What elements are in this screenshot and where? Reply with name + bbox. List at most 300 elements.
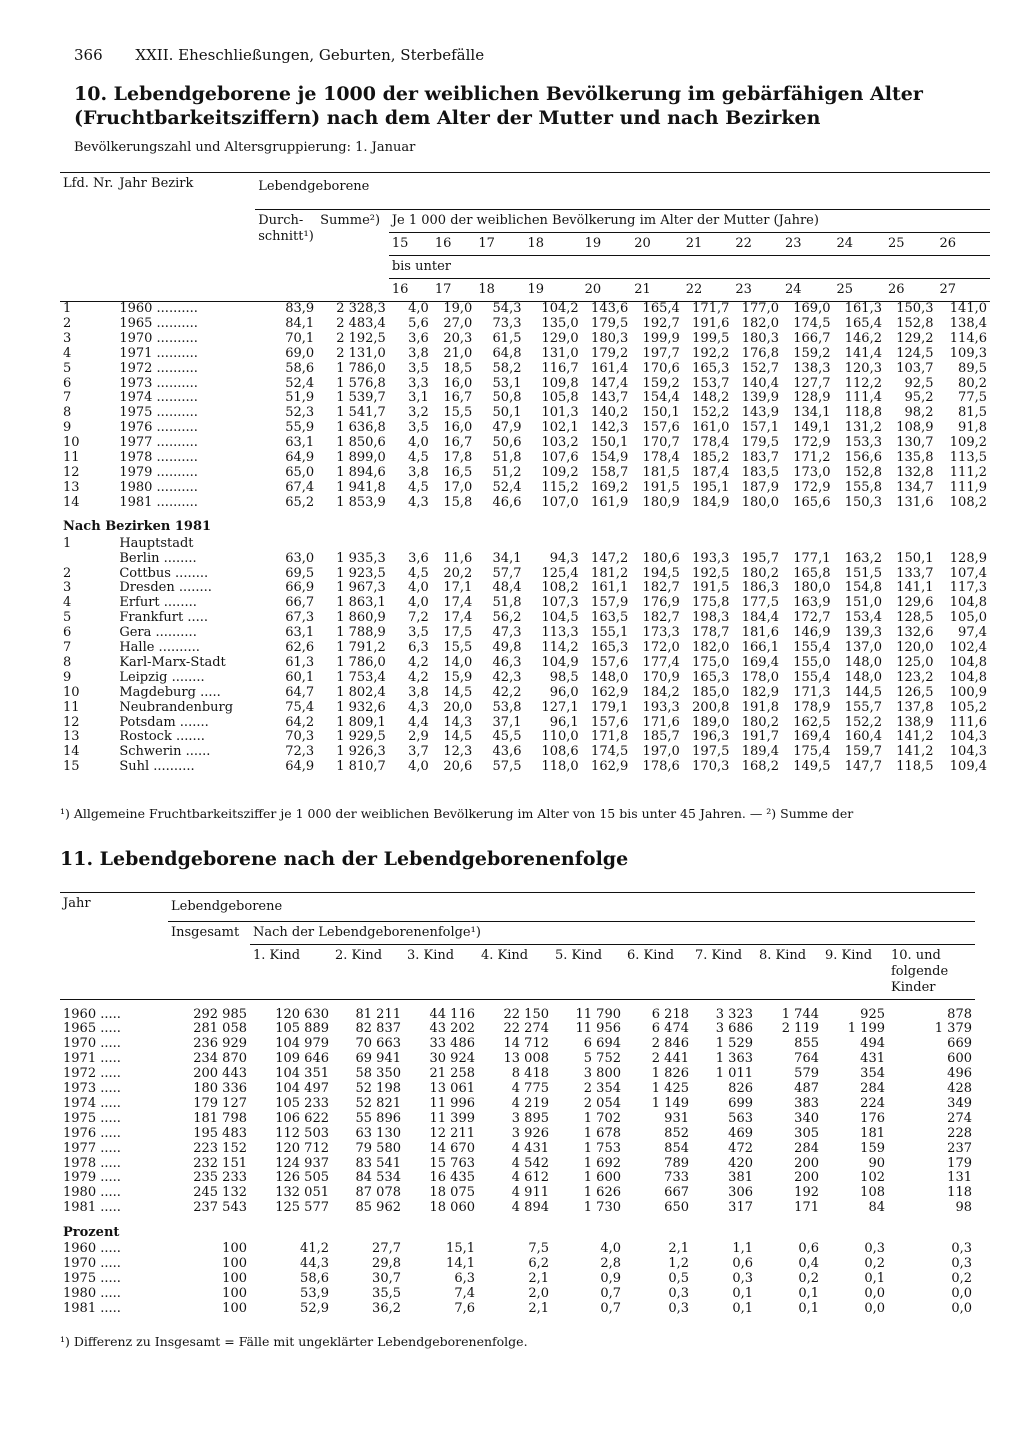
age-from-cell: 17 xyxy=(478,236,495,251)
data-cell: 97,4 xyxy=(958,625,987,641)
data-cell: 4,2 xyxy=(408,654,429,670)
data-cell: 170,6 xyxy=(642,360,680,376)
data-cell: 11 399 xyxy=(429,1110,475,1126)
data-cell: 55,9 xyxy=(285,420,315,436)
data-cell: 579 xyxy=(794,1066,819,1082)
data-cell: 182,0 xyxy=(692,640,730,656)
row-number: 8 xyxy=(63,405,72,421)
data-cell: 237 xyxy=(947,1140,972,1156)
data-cell: 148,0 xyxy=(844,654,882,670)
data-cell: 185,7 xyxy=(642,729,680,745)
data-cell: 3,5 xyxy=(408,360,429,376)
row-label: 1981 .......... xyxy=(119,494,198,510)
data-cell: 143,7 xyxy=(591,390,629,406)
data-cell: 178,0 xyxy=(741,669,779,685)
data-cell: 155,0 xyxy=(793,654,831,670)
row-number: 4 xyxy=(63,595,72,611)
data-cell: 113,5 xyxy=(949,450,987,466)
data-cell: 3 895 xyxy=(511,1110,549,1126)
page-header xyxy=(74,46,484,64)
row-label: 1975 ..... xyxy=(63,1110,121,1126)
data-cell: 41,2 xyxy=(300,1241,329,1257)
row-number: 7 xyxy=(63,640,72,656)
data-cell: 852 xyxy=(664,1125,689,1141)
data-cell: 3 323 xyxy=(715,1006,753,1022)
data-cell: 169,4 xyxy=(741,654,779,670)
data-cell: 21 258 xyxy=(429,1066,475,1082)
data-cell: 100,9 xyxy=(949,684,987,700)
row-label: 1971 ..... xyxy=(63,1051,121,1067)
data-cell: 44,3 xyxy=(300,1256,329,1272)
table-row xyxy=(60,1082,975,1097)
data-cell: 192,7 xyxy=(642,315,680,331)
data-cell: 2,1 xyxy=(528,1300,549,1316)
data-cell: 17,5 xyxy=(443,625,473,641)
data-cell: 472 xyxy=(728,1140,753,1156)
row-number: 2 xyxy=(63,565,72,581)
data-cell: 4 219 xyxy=(511,1095,549,1111)
age-to-cell: 18 xyxy=(478,282,495,297)
data-cell: 57,5 xyxy=(492,759,522,775)
data-cell: 11 996 xyxy=(429,1095,475,1111)
data-cell: 192,5 xyxy=(692,565,730,581)
data-cell: 52 821 xyxy=(355,1095,401,1111)
data-cell: 14,3 xyxy=(443,714,473,730)
table-row xyxy=(60,1142,975,1157)
data-cell: 57,7 xyxy=(492,565,522,581)
data-cell: 169,2 xyxy=(591,479,629,495)
row-label: 1960 ..... xyxy=(63,1006,121,1022)
data-cell: 185,2 xyxy=(692,450,730,466)
data-cell: 195 483 xyxy=(193,1125,247,1141)
data-cell: 383 xyxy=(794,1095,819,1111)
data-cell: 70,3 xyxy=(285,729,315,745)
data-cell: 733 xyxy=(664,1170,689,1186)
data-cell: 111,9 xyxy=(949,479,987,495)
data-cell: 8 418 xyxy=(511,1066,549,1082)
data-cell: 14 670 xyxy=(429,1140,475,1156)
data-cell: 381 xyxy=(728,1170,753,1186)
data-cell: 125 577 xyxy=(275,1200,329,1216)
data-cell: 150,1 xyxy=(896,550,934,566)
data-cell: 340 xyxy=(794,1110,819,1126)
data-cell: 46,6 xyxy=(492,494,522,510)
data-cell: 149,5 xyxy=(793,759,831,775)
data-cell: 132,8 xyxy=(896,464,934,480)
row-label: Schwerin ...... xyxy=(119,744,211,760)
data-cell: 1 809,1 xyxy=(336,714,386,730)
data-cell: 73,3 xyxy=(492,315,522,331)
data-cell: 11 956 xyxy=(575,1021,621,1037)
data-cell: 67,4 xyxy=(285,479,315,495)
data-cell: 1 539,7 xyxy=(336,390,386,406)
row-label: 1976 .......... xyxy=(119,420,198,436)
data-cell: 165,4 xyxy=(642,301,680,316)
row-label: Suhl .......... xyxy=(119,759,195,775)
data-cell: 19,0 xyxy=(443,301,473,316)
data-cell: 29,8 xyxy=(372,1256,401,1272)
data-cell: 106 622 xyxy=(275,1110,329,1126)
data-cell: 171,8 xyxy=(591,729,629,745)
data-cell: 20,2 xyxy=(443,565,473,581)
data-cell: 2 441 xyxy=(651,1051,689,1067)
data-cell: 69,0 xyxy=(285,345,315,361)
data-cell: 118,5 xyxy=(896,759,934,775)
age-from-cell: 23 xyxy=(784,236,802,251)
data-cell: 169,0 xyxy=(793,301,831,316)
data-cell: 150,1 xyxy=(642,405,680,421)
row-label: 1979 .......... xyxy=(119,464,198,480)
data-cell: 112,2 xyxy=(844,375,882,391)
data-cell: 113,3 xyxy=(541,625,579,641)
data-cell: 1 753,4 xyxy=(336,669,386,685)
data-cell: 0,9 xyxy=(600,1271,621,1286)
data-cell: 158,7 xyxy=(591,464,629,480)
data-cell: 67,3 xyxy=(285,610,315,626)
data-cell: 0,3 xyxy=(668,1285,689,1301)
data-cell: 104,5 xyxy=(541,610,579,626)
data-cell: 0,0 xyxy=(951,1300,972,1316)
data-cell: 0,1 xyxy=(732,1285,753,1301)
col-lebendgeborene: Lebendgeborene xyxy=(255,173,990,210)
row-label: 1974 ..... xyxy=(63,1095,121,1111)
data-cell: 0,6 xyxy=(798,1241,819,1257)
data-cell: 197,5 xyxy=(692,744,730,760)
data-cell: 1 541,7 xyxy=(336,405,386,421)
data-cell: 153,7 xyxy=(692,375,730,391)
data-cell: 191,7 xyxy=(741,729,779,745)
data-cell: 0,1 xyxy=(798,1285,819,1301)
row-label: 1981 ..... xyxy=(63,1300,121,1316)
data-cell: 11,6 xyxy=(443,550,473,566)
data-cell: 159,2 xyxy=(642,375,680,391)
col-durchschnitt: Durch- schnitt¹) xyxy=(255,210,317,302)
data-cell: 108,9 xyxy=(896,420,934,436)
data-cell: 157,1 xyxy=(741,420,779,436)
data-cell: 1 899,0 xyxy=(336,450,386,466)
row-label: Cottbus ........ xyxy=(119,565,209,581)
data-cell: 176,8 xyxy=(741,345,779,361)
data-cell: 2 054 xyxy=(583,1095,621,1111)
data-cell: 3 686 xyxy=(715,1021,753,1037)
data-cell: 14,1 xyxy=(446,1256,475,1272)
table-row xyxy=(60,537,990,552)
data-cell: 83,9 xyxy=(285,301,315,316)
row-number: 15 xyxy=(63,759,80,775)
data-cell: 105 889 xyxy=(275,1021,329,1037)
data-cell: 180,2 xyxy=(741,565,779,581)
data-cell: 104 979 xyxy=(275,1036,329,1052)
data-cell: 157,6 xyxy=(591,714,629,730)
data-cell: 764 xyxy=(794,1051,819,1067)
data-cell: 100 xyxy=(222,1241,247,1257)
age-to-cell: 25 xyxy=(836,282,854,297)
data-cell: 45,5 xyxy=(492,729,522,745)
data-cell: 155,4 xyxy=(793,669,831,685)
data-cell: 85 962 xyxy=(355,1200,401,1216)
data-cell: 75,4 xyxy=(285,699,315,715)
data-cell: 170,3 xyxy=(692,759,730,775)
row-label: Gera .......... xyxy=(119,625,197,641)
data-cell: 1 786,0 xyxy=(336,654,386,670)
data-cell: 22 274 xyxy=(503,1021,549,1037)
data-cell: 236 929 xyxy=(193,1036,247,1052)
table11-footnote: ¹) Differenz zu Insgesamt = Fälle mit ungeklärter Lebendgeborenenfolge. xyxy=(60,1334,528,1349)
age-to-cell: 20 xyxy=(584,282,602,297)
data-cell: 30 924 xyxy=(429,1051,475,1067)
data-cell: 191,8 xyxy=(741,699,779,715)
data-cell: 4 431 xyxy=(511,1140,549,1156)
table-row xyxy=(60,391,990,406)
data-cell: 104 497 xyxy=(275,1081,329,1097)
data-cell: 157,6 xyxy=(591,654,629,670)
data-cell: 184,2 xyxy=(642,684,680,700)
row-label: 1979 ..... xyxy=(63,1170,121,1186)
data-cell: 143,6 xyxy=(591,301,629,316)
data-cell: 18 075 xyxy=(429,1185,475,1201)
row-label: 1972 ..... xyxy=(63,1066,121,1082)
age-from-cell: 25 xyxy=(887,236,905,251)
data-cell: 155,7 xyxy=(844,699,882,715)
data-cell: 159 xyxy=(860,1140,885,1156)
data-cell: 129,2 xyxy=(896,330,934,346)
data-cell: 100 xyxy=(222,1300,247,1316)
data-cell: 63,0 xyxy=(285,550,315,566)
kind-header: 3. Kind xyxy=(407,948,455,963)
data-cell: 0,3 xyxy=(951,1241,972,1257)
data-cell: 171,3 xyxy=(793,684,831,700)
data-cell: 131,6 xyxy=(896,494,934,510)
data-cell: 161,0 xyxy=(692,420,730,436)
data-cell: 0,1 xyxy=(864,1271,885,1286)
data-cell: 0,7 xyxy=(600,1300,621,1316)
data-cell: 0,0 xyxy=(951,1285,972,1301)
data-cell: 1 702 xyxy=(583,1110,621,1126)
data-cell: 4,0 xyxy=(408,759,429,775)
section-prozent: Prozent xyxy=(63,1224,120,1240)
data-cell: 165,3 xyxy=(692,669,730,685)
data-cell: 166,1 xyxy=(741,640,779,656)
data-cell: 50,8 xyxy=(492,390,522,406)
data-cell: 52,3 xyxy=(285,405,315,421)
data-cell: 161,9 xyxy=(591,494,629,510)
data-cell: 96,1 xyxy=(549,714,579,730)
data-cell: 100 xyxy=(222,1285,247,1301)
page-number: 366 xyxy=(74,46,103,64)
data-cell: 100 xyxy=(222,1271,247,1286)
data-cell: 181 xyxy=(860,1125,885,1141)
data-cell: 194,5 xyxy=(642,565,680,581)
data-cell: 3,5 xyxy=(408,625,429,641)
data-cell: 153,3 xyxy=(844,435,882,451)
table-row xyxy=(60,1112,975,1127)
row-number xyxy=(60,552,116,567)
data-cell: 120 712 xyxy=(275,1140,329,1156)
row-label: 1960 .......... xyxy=(119,301,198,316)
data-cell: 14,5 xyxy=(443,729,473,745)
data-cell: 1 011 xyxy=(715,1066,753,1082)
col-bis-unter: bis unter xyxy=(389,256,990,279)
data-cell: 171 xyxy=(794,1200,819,1216)
data-cell: 87 078 xyxy=(355,1185,401,1201)
table-row xyxy=(60,377,990,392)
row-number: 12 xyxy=(63,714,80,730)
data-cell: 274 xyxy=(947,1110,972,1126)
data-cell: 306 xyxy=(728,1185,753,1201)
data-cell: 1 894,6 xyxy=(336,464,386,480)
data-cell: 4,0 xyxy=(408,435,429,451)
data-cell: 152,8 xyxy=(844,464,882,480)
data-cell: 180,2 xyxy=(741,714,779,730)
data-cell: 17,0 xyxy=(443,479,473,495)
data-cell: 64,9 xyxy=(285,450,315,466)
table-row xyxy=(60,1127,975,1142)
data-cell: 163,5 xyxy=(591,610,629,626)
data-cell: 193,3 xyxy=(642,699,680,715)
table10-title-line2: (Fruchtbarkeitsziffern) nach dem Alter der Mutter und nach Bezirken xyxy=(74,107,821,129)
data-cell: 1 802,4 xyxy=(336,684,386,700)
age-from-cell: 26 xyxy=(939,236,957,251)
data-cell: 179,5 xyxy=(741,435,779,451)
data-cell: 14,0 xyxy=(443,654,473,670)
table-row xyxy=(60,701,990,716)
data-cell: 104,3 xyxy=(949,744,987,760)
data-cell: 177,4 xyxy=(642,654,680,670)
data-cell: 102,1 xyxy=(541,420,579,436)
data-cell: 64,7 xyxy=(285,684,315,700)
data-cell: 139,9 xyxy=(741,390,779,406)
table10-subtitle: Bevölkerungszahl und Altersgruppierung: 1. Januar xyxy=(74,140,416,155)
row-label: Karl-Marx-Stadt xyxy=(119,654,226,670)
data-cell: 144,5 xyxy=(844,684,882,700)
data-cell: 186,3 xyxy=(741,580,779,596)
col-lfd-nr: Lfd. Nr. xyxy=(60,173,116,302)
data-cell: 2 192,5 xyxy=(336,330,386,346)
data-cell: 84 534 xyxy=(355,1170,401,1186)
data-cell: 118,8 xyxy=(844,405,882,421)
table-row xyxy=(60,581,990,596)
kind-header: 6. Kind xyxy=(627,948,675,963)
data-cell: 175,0 xyxy=(692,654,730,670)
data-cell: 155,8 xyxy=(844,479,882,495)
table-row xyxy=(60,317,990,332)
data-cell: 166,7 xyxy=(793,330,831,346)
table-row xyxy=(60,496,990,511)
data-cell: 5 752 xyxy=(583,1051,621,1067)
data-cell: 4 775 xyxy=(511,1081,549,1097)
data-cell: 50,1 xyxy=(492,405,522,421)
row-label: 1978 ..... xyxy=(63,1155,121,1171)
row-number: 13 xyxy=(63,729,80,745)
table-row xyxy=(60,362,990,377)
data-cell: 200 443 xyxy=(193,1066,247,1082)
data-cell: 1 149 xyxy=(651,1095,689,1111)
data-cell: 108,2 xyxy=(949,494,987,510)
data-cell: 931 xyxy=(664,1110,689,1126)
row-number: 6 xyxy=(63,375,72,391)
data-cell: 132 051 xyxy=(275,1185,329,1201)
data-cell: 170,9 xyxy=(642,669,680,685)
data-cell: 1 744 xyxy=(781,1006,819,1022)
data-cell: 60,1 xyxy=(285,669,315,685)
data-cell: 174,5 xyxy=(793,315,831,331)
table-row xyxy=(60,760,990,775)
data-cell: 98,2 xyxy=(904,405,934,421)
data-cell: 141,0 xyxy=(949,301,987,316)
data-cell: 16,0 xyxy=(443,420,473,436)
data-cell: 52 198 xyxy=(355,1081,401,1097)
data-cell: 124 937 xyxy=(275,1155,329,1171)
table-row xyxy=(60,421,990,436)
data-cell: 101,3 xyxy=(541,405,579,421)
row-number: 5 xyxy=(63,610,72,626)
data-cell: 128,5 xyxy=(896,610,934,626)
data-cell: 184,4 xyxy=(741,610,779,626)
data-cell: 1 529 xyxy=(715,1036,753,1052)
row-number: 13 xyxy=(63,479,80,495)
data-cell: 189,4 xyxy=(741,744,779,760)
table-row xyxy=(60,716,990,731)
table-row xyxy=(60,671,990,686)
data-cell: 178,7 xyxy=(692,625,730,641)
age-to-cell: 26 xyxy=(887,282,905,297)
data-cell: 178,4 xyxy=(692,435,730,451)
data-cell: 150,1 xyxy=(591,435,629,451)
data-cell: 138,9 xyxy=(896,714,934,730)
data-cell: 1 692 xyxy=(583,1155,621,1171)
data-cell: 128,9 xyxy=(793,390,831,406)
data-cell: 3 800 xyxy=(583,1066,621,1082)
data-cell: 197,7 xyxy=(642,345,680,361)
data-cell: 165,4 xyxy=(844,315,882,331)
table-row xyxy=(60,347,990,362)
data-cell: 171,7 xyxy=(692,301,730,316)
data-cell: 150,3 xyxy=(844,494,882,510)
data-cell: 469 xyxy=(728,1125,753,1141)
data-cell: 14 712 xyxy=(503,1036,549,1052)
data-cell: 114,2 xyxy=(541,640,579,656)
data-cell: 134,7 xyxy=(896,479,934,495)
data-cell: 53,1 xyxy=(492,375,522,391)
row-label: 1977 ..... xyxy=(63,1140,121,1156)
data-cell: 154,4 xyxy=(642,390,680,406)
row-label: 1977 .......... xyxy=(119,435,198,451)
data-cell: 70,1 xyxy=(285,330,315,346)
data-cell: 3,3 xyxy=(408,375,429,391)
row-label: 1978 .......... xyxy=(119,450,198,466)
age-from-cell: 15 xyxy=(391,236,409,251)
data-cell: 0,5 xyxy=(668,1271,689,1286)
data-cell: 104,8 xyxy=(949,654,987,670)
data-cell: 112 503 xyxy=(275,1125,329,1141)
col-summe: Summe²) xyxy=(317,210,389,302)
data-cell: 2 846 xyxy=(651,1036,689,1052)
data-cell: 147,4 xyxy=(591,375,629,391)
data-cell: 180,0 xyxy=(741,494,779,510)
table-row xyxy=(60,686,990,701)
data-cell: 120,0 xyxy=(896,640,934,656)
data-cell: 199,5 xyxy=(692,330,730,346)
data-cell: 94,3 xyxy=(549,550,579,566)
data-cell: 168,2 xyxy=(741,759,779,775)
data-cell: 128,9 xyxy=(949,550,987,566)
data-cell: 6,3 xyxy=(408,640,429,656)
row-label: 1971 .......... xyxy=(119,345,198,361)
data-cell: 284 xyxy=(860,1081,885,1097)
table-row xyxy=(60,406,990,421)
data-cell: 104 351 xyxy=(275,1066,329,1082)
data-cell: 4,0 xyxy=(408,595,429,611)
